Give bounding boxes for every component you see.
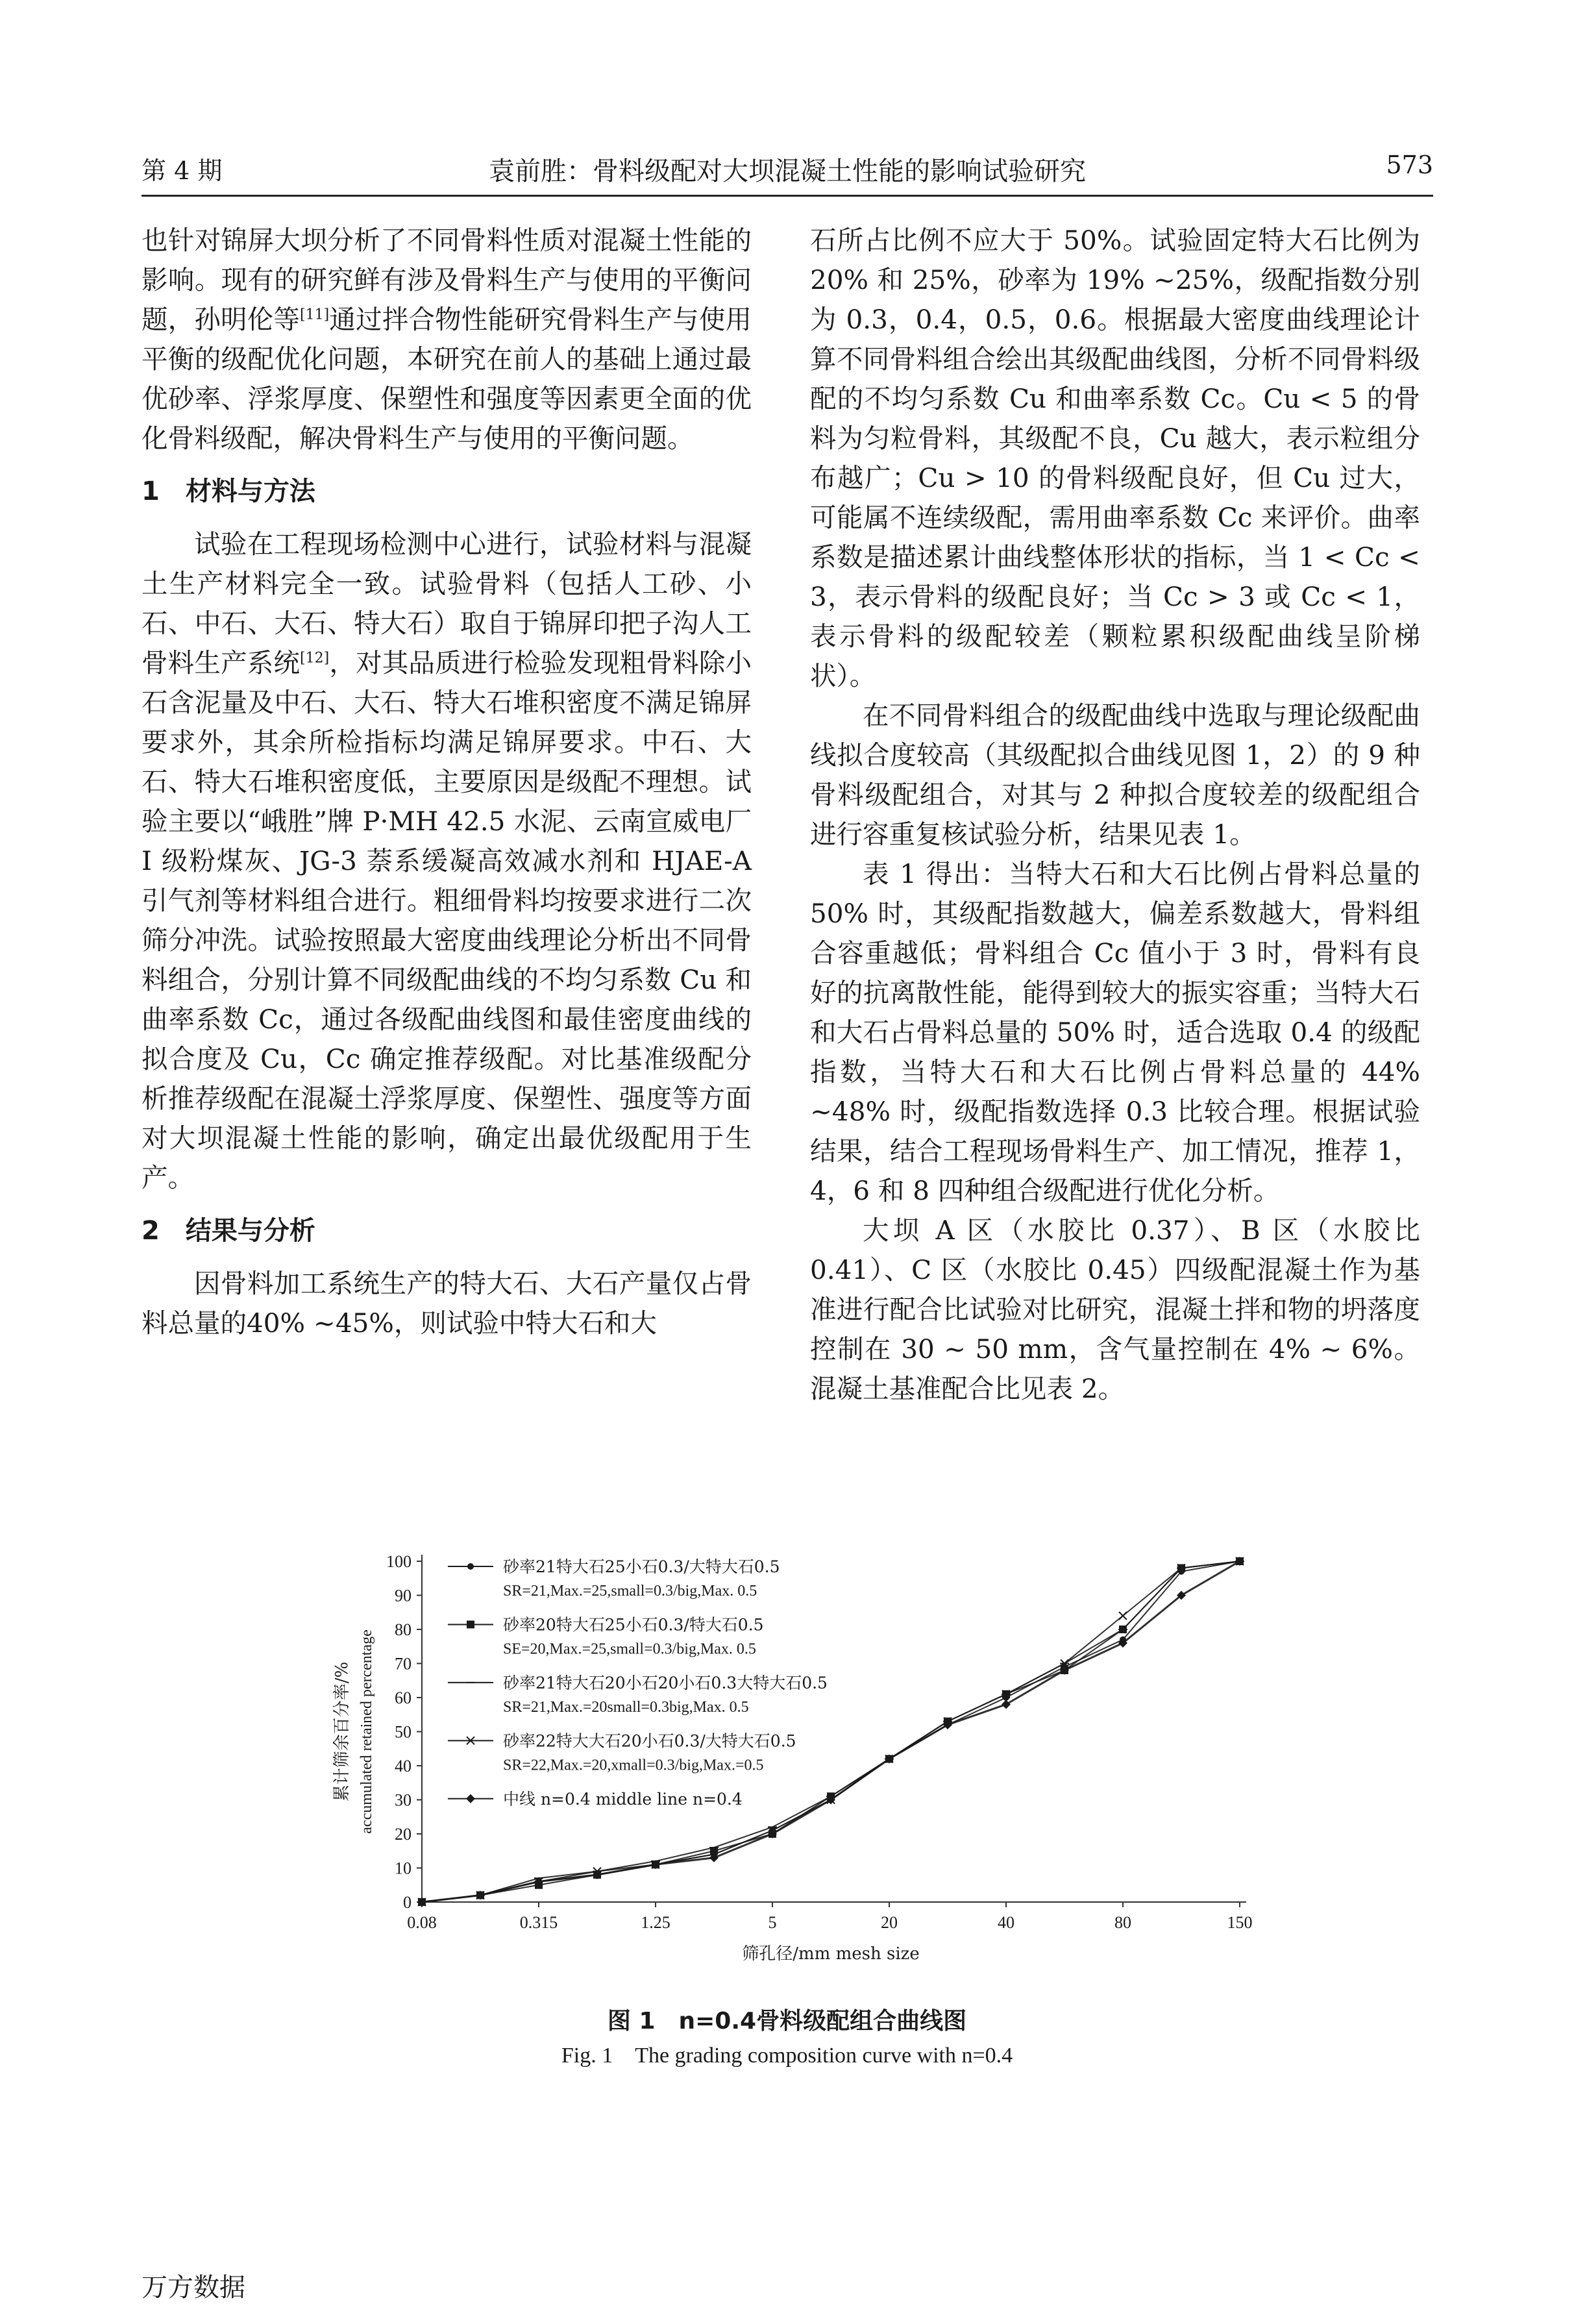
intro-text-b: 通过拌合物性能研究骨料生产与使用平衡的级配优化问题，本研究在前人的基础上通过最优砂率、浮浆厚度、保塑性和强度等因素更全面的优化骨料级配，解决骨料生产与使用的平衡问题。 xyxy=(141,304,752,454)
y-tick-label: 80 xyxy=(395,1620,412,1639)
section-2-heading: 2 结果与分析 xyxy=(141,1216,315,1246)
y-tick-label: 10 xyxy=(395,1859,412,1878)
issue-label: 第 4 期 xyxy=(141,156,223,185)
data-point xyxy=(1002,1700,1011,1709)
legend-marker xyxy=(466,1794,475,1803)
legend-label: 砂率21特大石20小石20小石0.3大特大石0.5 xyxy=(503,1673,828,1692)
x-tick-label: 1.25 xyxy=(641,1913,670,1932)
data-point xyxy=(1119,1612,1127,1620)
x-tick-label: 0.315 xyxy=(519,1913,558,1932)
legend-label: 砂率22特大大石20小石0.3/大特大石0.5 xyxy=(503,1731,796,1751)
y-tick-label: 90 xyxy=(395,1586,412,1605)
x-axis-label: 筛孔径/mm mesh size xyxy=(742,1944,920,1964)
header-rule xyxy=(141,195,1433,197)
legend-label: 中线 n=0.4 middle line n=0.4 xyxy=(503,1789,743,1809)
legend-label-en: SR=21,Max.=20small=0.3big,Max. 0.5 xyxy=(503,1698,749,1716)
x-tick-label: 20 xyxy=(881,1913,898,1932)
result-paragraph: 因骨料加工系统生产的特大石、大石产量仅占骨料总量的40% ~45%，则试验中特大石和大 xyxy=(141,1268,752,1339)
right-column xyxy=(810,221,1420,1409)
legend-label-en: SE=20,Max.=25,small=0.3/big,Max. 0.5 xyxy=(503,1640,756,1658)
page-number: 573 xyxy=(1386,151,1433,179)
citation-12[interactable]: [12] xyxy=(300,650,330,667)
citation-11[interactable]: [11] xyxy=(300,306,330,323)
figure-caption-cn: 图 1 n=0.4骨料级配组合曲线图 xyxy=(607,2008,967,2034)
legend-label-en: SR=21,Max.=25,small=0.3/big,Max. 0.5 xyxy=(503,1583,757,1600)
method-text-a: 试验在工程现场检测中心进行，试验材料与混凝土生产材料完全一致。试验骨料（包括人工砂、小石、中石、大石、特大石）取自于锦屏印把子沟人工骨料生产系统 xyxy=(141,528,752,678)
y-tick-label: 60 xyxy=(395,1688,412,1707)
legend-marker xyxy=(467,1620,474,1628)
legend-marker xyxy=(467,1563,474,1570)
table1-paragraph: 表 1 得出：当特大石和大石比例占骨料总量的 50% 时，其级配指数越大，偏差系数越大，骨料组合容重越低；骨料组合 Cc 值小于 3 时，骨料有良好的抗离散性能，能得到较大的振实容重；当特大石和大石占骨料总量的 50% 时，适合选取 0.4 的级配指数，当特大石和大石比例占骨料总量的 44% ~48% 时，级配指数选择 0.3 比较合理。根据试验结果，结合工程现场骨料生产、加工情况，推荐 1，4，6 和 8 四种组合级配进行优化分析。 xyxy=(810,858,1420,1206)
grading-curve-chart xyxy=(312,1532,1285,1964)
x-tick-label: 80 xyxy=(1114,1913,1131,1932)
y-tick-label: 0 xyxy=(403,1893,412,1912)
legend-label: 砂率20特大石25小石0.3/特大石0.5 xyxy=(503,1615,764,1635)
footer-watermark: 万方数据 xyxy=(141,2273,245,2303)
figure-caption-en: Fig. 1 The grading composition curve with n=0.4 xyxy=(561,2044,1013,2068)
running-title: 袁前胜：骨料级配对大坝混凝土性能的影响试验研究 xyxy=(489,156,1086,186)
legend-label-en: SR=22,Max.=20,xmall=0.3/big,Max.=0.5 xyxy=(503,1757,764,1774)
intro-paragraph xyxy=(141,221,752,458)
selection-paragraph: 在不同骨料组合的级配曲线中选取与理论级配曲线拟合度较高（其级配拟合曲线见图 1，2）的 9 种骨料级配组合，对其与 2 种拟合度较差的级配组合进行容重复核试验分析，结果见表 1。 xyxy=(810,700,1420,850)
left-column xyxy=(141,221,752,1343)
x-tick-label: 40 xyxy=(998,1913,1014,1932)
y-axis-label-cn: 累计筛余百分率/% xyxy=(332,1661,352,1802)
intro-text-a: 也针对锦屏大坝分析了不同骨料性质对混凝土性能的影响。现有的研究鲜有涉及骨料生产与使用的平衡问题，孙明伦等 xyxy=(141,225,752,335)
x-tick-label: 0.08 xyxy=(407,1913,437,1932)
y-tick-label: 30 xyxy=(395,1790,412,1810)
x-tick-label: 150 xyxy=(1227,1913,1253,1932)
y-tick-label: 70 xyxy=(395,1654,412,1674)
y-axis-label-en: accumulated retained percentage xyxy=(358,1629,375,1834)
page-header xyxy=(141,151,1433,197)
y-tick-label: 40 xyxy=(395,1757,412,1775)
method-paragraph xyxy=(141,525,752,1198)
continued-paragraph: 石所占比例不应大于 50%。试验固定特大石比例为 20% 和 25%，砂率为 19% ~25%，级配指数分别为 0.3，0.4，0.5，0.6。根据最大密度曲线理论计算不同骨料组合绘出其级配曲线图，分析不同骨料级配的不均匀系数 Cu 和曲率系数 Cc。Cu < 5 的骨料为匀粒骨料，其级配不良，Cu 越大，表示粒组分布越广；Cu > 10 的骨料级配良好，但 Cu 过大，可能属不连续级配，需用曲率系数 Cc 来评价。曲率系数是描述累计曲线整体形状的指标，当 1 < Cc < 3，表示骨料的级配良好；当 Cc > 3 或 Cc < 1，表示骨料的级配较差（颗粒累积级配曲线呈阶梯状）。 xyxy=(810,225,1420,691)
dam-paragraph: 大坝 A 区（水胶比 0.37）、B 区（水胶比 0.41）、C 区（水胶比 0.45）四级配混凝土作为基准进行配合比试验对比研究，混凝土拌和物的坍落度控制在 30 ~ 50 mm，含气量控制在 4% ~ 6%。混凝土基准配合比见表 2。 xyxy=(810,1215,1420,1404)
x-tick-label: 5 xyxy=(768,1913,777,1932)
legend-label: 砂率21特大石25小石0.3/大特大石0.5 xyxy=(503,1557,780,1576)
section-1-heading: 1 材料与方法 xyxy=(141,476,315,506)
method-text-b: ，对其品质进行检验发现粗骨料除小石含泥量及中石、大石、特大石堆积密度不满足锦屏要求外，其余所检指标均满足锦屏要求。中石、大石、特大石堆积密度低，主要原因是级配不理想。试验主要以“峨胜”牌 P·MH 42.5 水泥、云南宣威电厂 I 级粉煤灰、JG-3 萘系缓凝高效减水剂和 HJAE-A 引气剂等材料组合进行。粗细骨料均按要求进行二次筛分冲洗。试验按照最大密度曲线理论分析出不同骨料组合，分别计算不同级配曲线的不均匀系数 Cu 和曲率系数 Cc，通过各级配曲线图和最佳密度曲线的拟合度及 Cu，Cc 确定推荐级配。对比基准级配分析推荐级配在混凝土浮浆厚度、保塑性、强度等方面对大坝混凝土性能的影响，确定出最优级配用于生产。 xyxy=(141,647,752,1193)
y-tick-label: 20 xyxy=(395,1825,412,1844)
y-tick-label: 100 xyxy=(386,1552,412,1571)
y-tick-label: 50 xyxy=(395,1722,412,1742)
